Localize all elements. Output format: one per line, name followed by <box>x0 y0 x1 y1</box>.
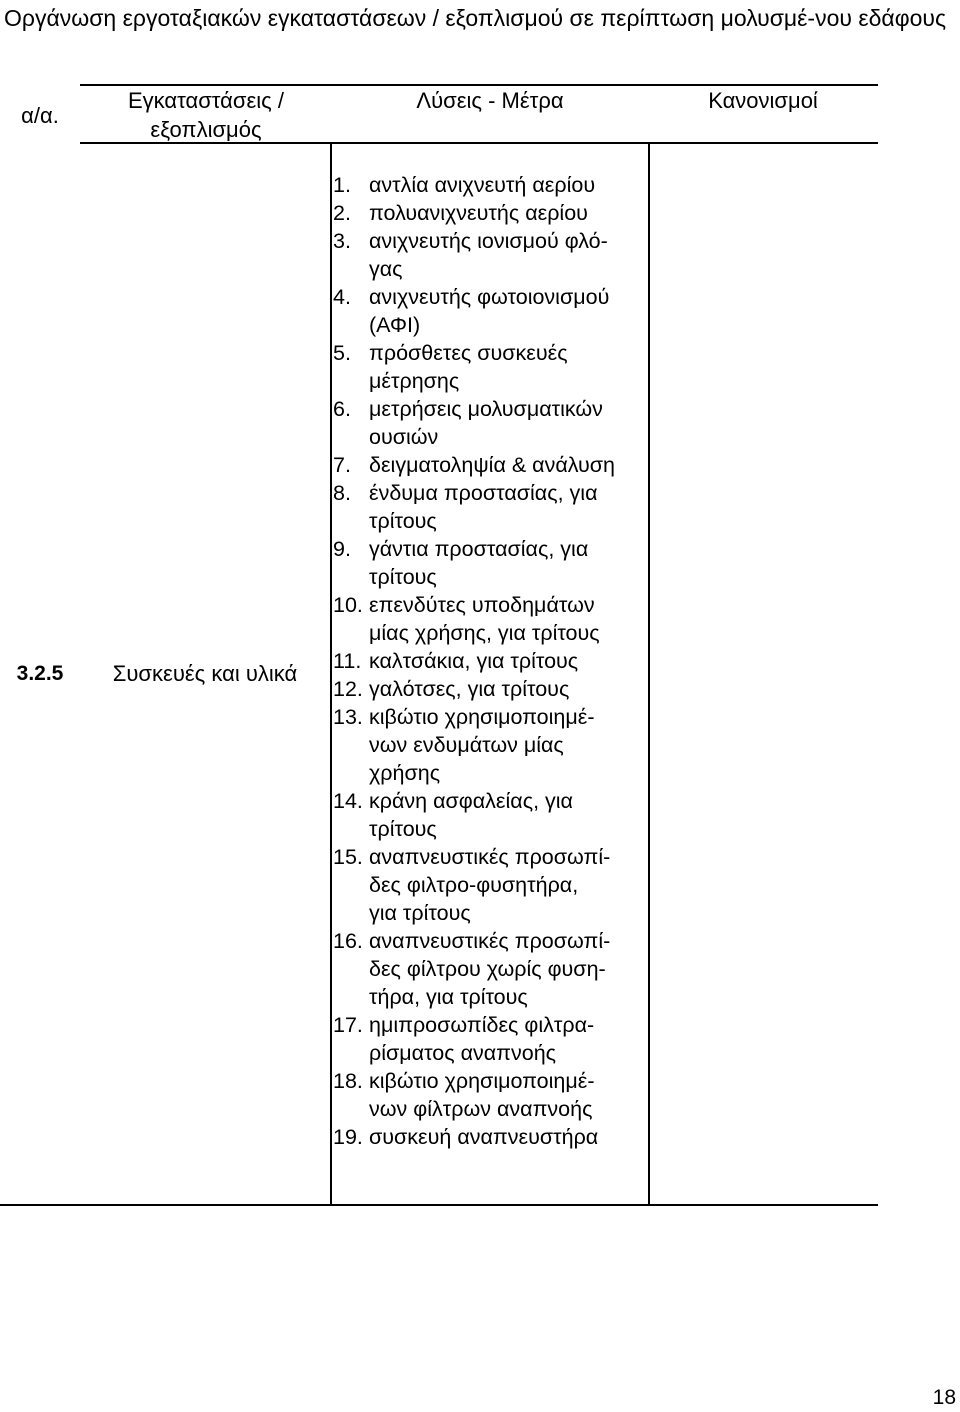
list-item-text <box>369 479 653 535</box>
list-item-number: 1. <box>333 173 351 197</box>
list-item-line: χρήσης <box>369 761 441 785</box>
list-item-number: 6. <box>333 397 351 421</box>
list-item-line: συσκευή αναπνευστήρα <box>369 1125 599 1149</box>
list-item-line: δες φίλτρου χωρίς φυση- <box>369 957 606 981</box>
header-installations: Εγκαταστάσεις / εξοπλισμός <box>128 88 284 142</box>
list-item-number: 13. <box>333 705 363 729</box>
list-item-line: πρόσθετες συσκευές <box>369 341 568 365</box>
list-item <box>333 591 653 647</box>
list-item <box>333 703 653 787</box>
row-number: 3.2.5 <box>16 662 64 685</box>
list-item-number: 2. <box>333 201 351 225</box>
list-item-line: δειγματοληψία & ανάλυση <box>369 453 615 477</box>
list-item-text <box>369 227 653 283</box>
list-item-line: γας <box>369 257 403 281</box>
list-item <box>333 675 653 703</box>
list-item-number: 18. <box>333 1069 363 1093</box>
list-item <box>333 283 653 339</box>
list-item-number: 7. <box>333 453 351 477</box>
list-item-line: μίας χρήσης, για τρίτους <box>369 621 600 645</box>
list-item-line: νων φίλτρων αναπνοής <box>369 1097 593 1121</box>
list-item-text <box>369 647 653 675</box>
list-item-text <box>369 339 653 395</box>
header-number <box>0 87 80 130</box>
header-solutions: Λύσεις - Μέτρα <box>416 88 564 113</box>
list-item-number: 17. <box>333 1013 363 1037</box>
list-item <box>333 1011 653 1067</box>
list-item-line: ουσιών <box>369 425 439 449</box>
list-item-number: 3. <box>333 229 351 253</box>
list-item-text <box>369 675 653 703</box>
list-item-line: αναπνευστικές προσωπί- <box>369 929 611 953</box>
list-item <box>333 339 653 395</box>
header-number-label: α/α. <box>21 103 59 128</box>
list-item-line: ανιχνευτής φωτοιονισμού <box>369 285 610 309</box>
list-item-line: νων ενδυμάτων μίας <box>369 733 564 757</box>
list-item-line: τρίτους <box>369 817 437 841</box>
list-item-line: ένδυμα προστασίας, για <box>369 481 598 505</box>
list-item <box>333 1123 653 1151</box>
list-item-text <box>369 1123 653 1151</box>
list-item-text <box>369 199 653 227</box>
list-item <box>333 787 653 843</box>
list-item-number: 8. <box>333 481 351 505</box>
list-item-text <box>369 1067 653 1123</box>
page-number: 18 <box>932 1386 956 1409</box>
list-item-number: 12. <box>333 677 363 701</box>
list-item-line: τήρα, για τρίτους <box>369 985 528 1009</box>
list-item <box>333 227 653 283</box>
list-item <box>333 395 653 451</box>
table-bottom-rule <box>0 1204 878 1206</box>
list-item-line: (ΑΦΙ) <box>369 313 421 337</box>
list-item-line: επενδύτες υποδημάτων <box>369 593 595 617</box>
list-item-text <box>369 1011 653 1067</box>
list-item <box>333 843 653 927</box>
list-item-text <box>369 171 653 199</box>
list-item-number: 16. <box>333 929 363 953</box>
list-item <box>333 479 653 535</box>
list-item-line: καλτσάκια, για τρίτους <box>369 649 579 673</box>
list-item-text <box>369 591 653 647</box>
solutions-list <box>333 171 653 1151</box>
list-item-line: για τρίτους <box>369 901 471 925</box>
list-item-number: 15. <box>333 845 363 869</box>
list-item-text <box>369 703 653 787</box>
list-item-line: ανιχνευτής ιονισμού φλό- <box>369 229 608 253</box>
list-item-text <box>369 927 653 1011</box>
list-item-line: τρίτους <box>369 565 437 589</box>
list-item-line: κιβώτιο χρησιμοποιημέ- <box>369 705 595 729</box>
list-item <box>333 1067 653 1123</box>
list-item-number: 14. <box>333 789 363 813</box>
list-item-number: 4. <box>333 285 351 309</box>
list-item <box>333 451 653 479</box>
list-item-text <box>369 535 653 591</box>
list-item <box>333 927 653 1011</box>
column-divider-solutions <box>330 142 332 1206</box>
header-regulations: Κανονισμοί <box>708 88 818 113</box>
list-item-number: 5. <box>333 341 351 365</box>
page-title: Οργάνωση εργοταξιακών εγκαταστάσεων / εξοπλισμού σε περίπτωση μολυσμέ-νου εδάφους <box>4 5 947 31</box>
list-item-number: 11. <box>333 649 362 673</box>
list-item-text <box>369 395 653 451</box>
list-item <box>333 647 653 675</box>
list-item <box>333 199 653 227</box>
list-item <box>333 535 653 591</box>
list-item-line: ημιπροσωπίδες φιλτρα- <box>369 1013 595 1037</box>
list-item-number: 10. <box>333 593 363 617</box>
list-item-line: μετρήσεις μολυσματικών <box>369 397 603 421</box>
list-item-line: μέτρησης <box>369 369 460 393</box>
list-item-line: ρίσματος αναπνοής <box>369 1041 557 1065</box>
list-item-line: δες φιλτρο-φυσητήρα, <box>369 873 579 897</box>
list-item-number: 9. <box>333 537 351 561</box>
list-item-line: κράνη ασφαλείας, για <box>369 789 573 813</box>
row-installation: Συσκευές και υλικά <box>112 661 298 686</box>
list-item-text <box>369 283 653 339</box>
list-item-line: γάντια προστασίας, για <box>369 537 589 561</box>
list-item <box>333 171 653 199</box>
list-item-line: τρίτους <box>369 509 437 533</box>
list-item-line: πολυανιχνευτής αερίου <box>369 201 588 225</box>
list-item-text <box>369 451 653 479</box>
list-item-line: κιβώτιο χρησιμοποιημέ- <box>369 1069 595 1093</box>
list-item-text <box>369 787 653 843</box>
list-item-line: γαλότσες, για τρίτους <box>369 677 570 701</box>
list-item-line: αναπνευστικές προσωπί- <box>369 845 611 869</box>
list-item-number: 19. <box>333 1125 363 1149</box>
list-item-line: αντλία ανιχνευτή αερίου <box>369 173 596 197</box>
list-item-text <box>369 843 653 927</box>
